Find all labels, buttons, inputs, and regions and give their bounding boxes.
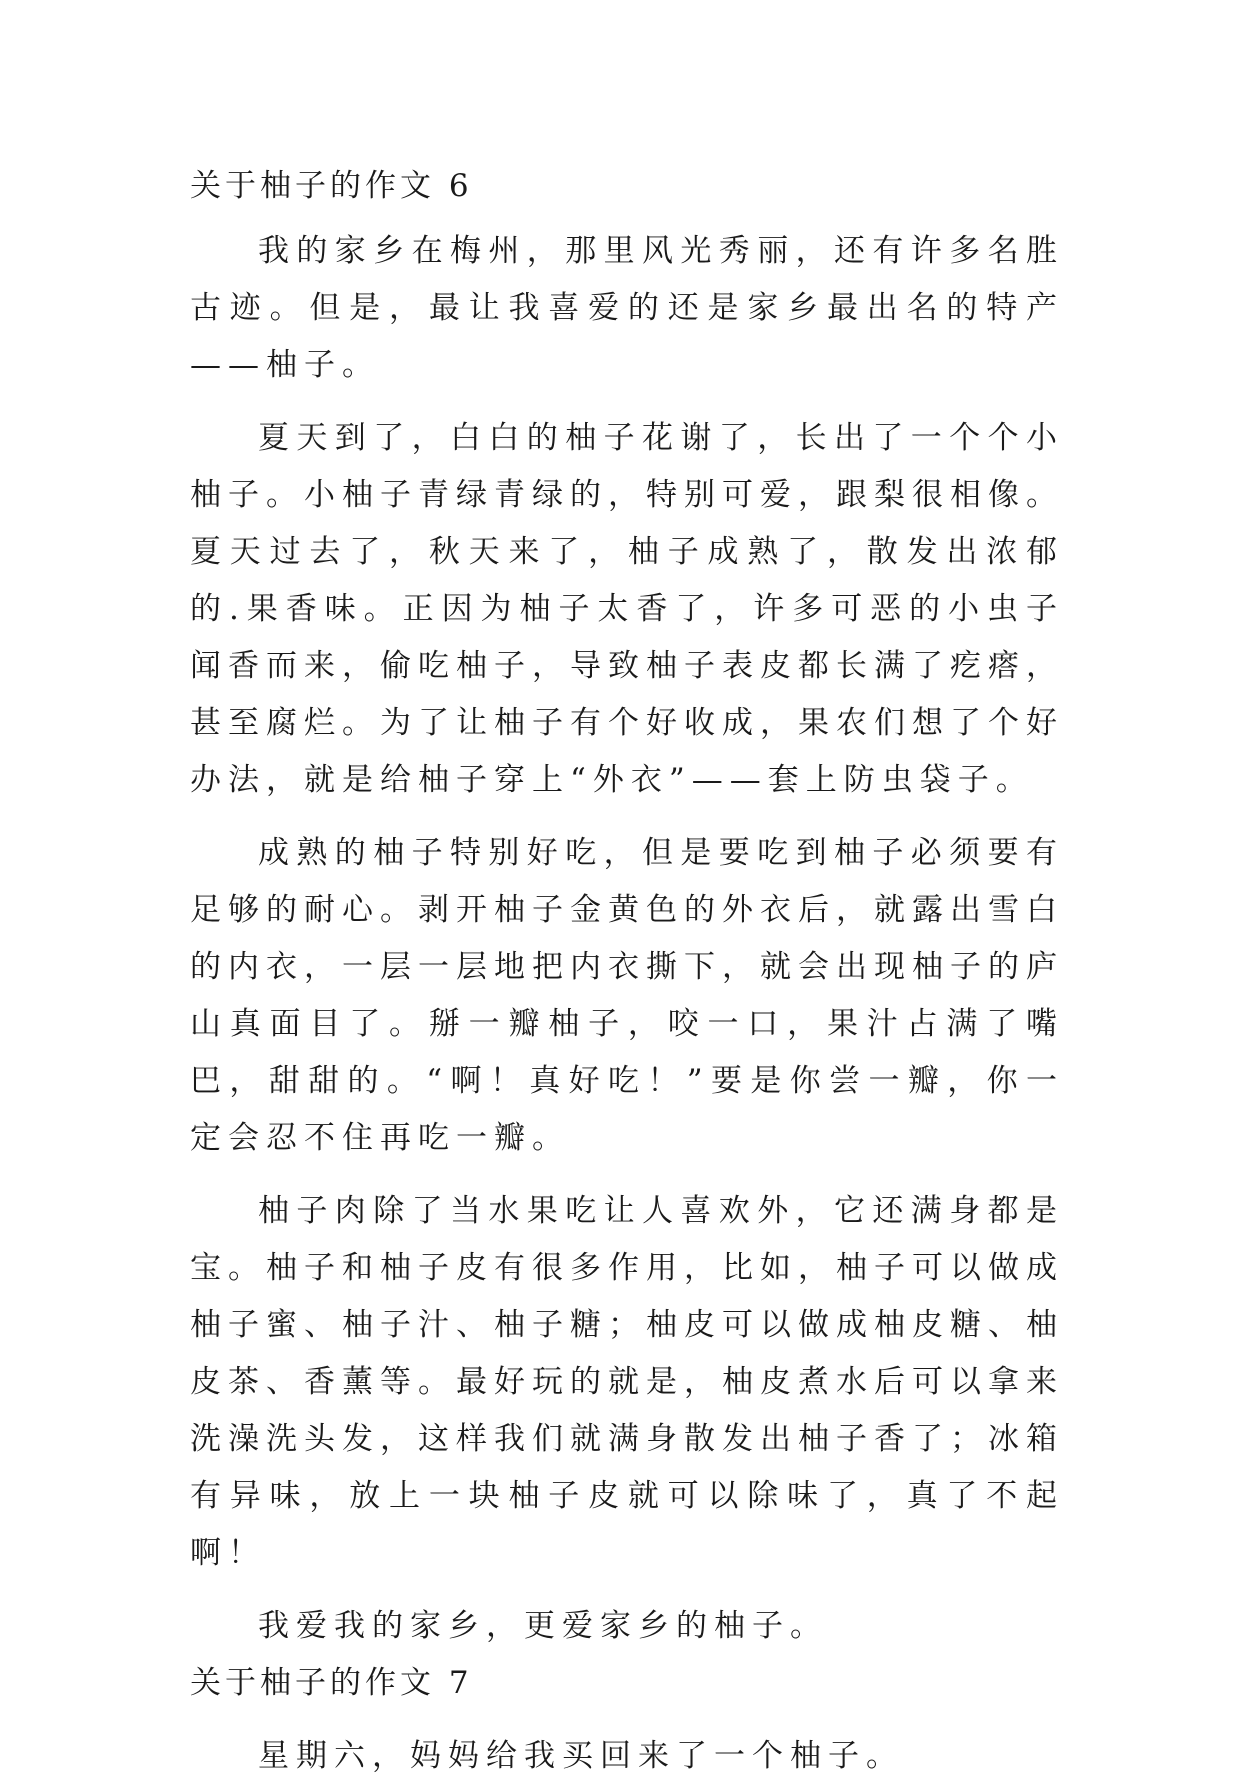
essay-6-paragraph-1: 我的家乡在梅州，那里风光秀丽，还有许多名胜古迹。但是，最让我喜爱的还是家乡最出名的特产——柚子。 <box>190 233 1064 383</box>
essay-7-title: 关于柚子的作文 7 <box>190 1665 473 1701</box>
essay-6-paragraph-5: 我爱我的家乡，更爱家乡的柚子。 <box>258 1608 828 1644</box>
essay-6-paragraph-3: 成熟的柚子特别好吃，但是要吃到柚子必须要有足够的耐心。剥开柚子金黄色的外衣后，就露出雪白的内衣，一层一层地把内衣撕下，就会出现柚子的庐山真面目了。掰一瓣柚子，咬一口，果汁占满了嘴巴，甜甜的。“啊！真好吃！”要是你尝一瓣，你一定会忍不住再吃一瓣。 <box>190 835 1064 1156</box>
essay-6-paragraph-4: 柚子肉除了当水果吃让人喜欢外，它还满身都是宝。柚子和柚子皮有很多作用，比如，柚子可以做成柚子蜜、柚子汁、柚子糖；柚皮可以做成柚皮糖、柚皮茶、香薰等。最好玩的就是，柚皮煮水后可以拿来洗澡洗头发，这样我们就满身散发出柚子香了；冰箱有异味，放上一块柚子皮就可以除味了，真了不起啊！ <box>190 1193 1064 1571</box>
essay-7-paragraph-1: 星期六，妈妈给我买回来了一个柚子。 <box>258 1738 904 1774</box>
essay-6-paragraph-2: 夏天到了，白白的柚子花谢了，长出了一个个小柚子。小柚子青绿青绿的，特别可爱，跟梨很相像。夏天过去了，秋天来了，柚子成熟了，散发出浓郁的.果香味。正因为柚子太香了，许多可恶的小虫子闻香而来，偷吃柚子，导致柚子表皮都长满了疙瘩，甚至腐烂。为了让柚子有个好收成，果农们想了个好办法，就是给柚子穿上“外衣”——套上防虫袋子。 <box>190 420 1064 798</box>
document-body <box>190 158 1064 1785</box>
essay-6-title: 关于柚子的作文 6 <box>190 168 473 204</box>
